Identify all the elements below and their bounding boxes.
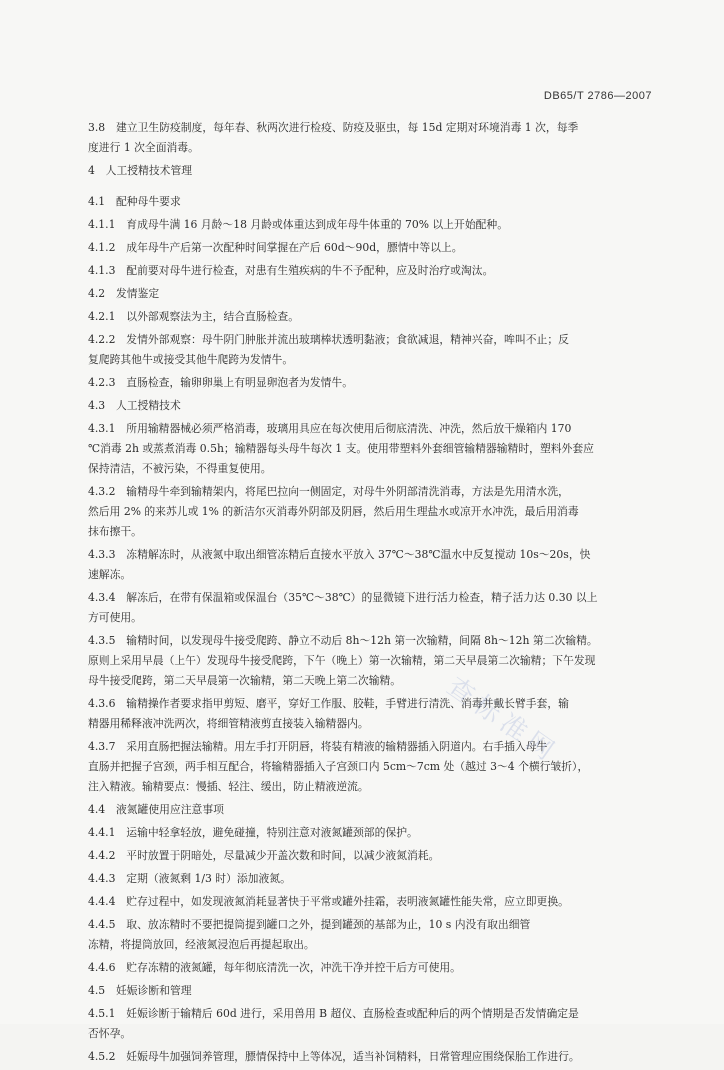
- text-line: 4.3.2 输精母牛牵到输精架内，将尾巴拉向一侧固定，对母牛外阴部清洗消毒，方法是先用清水洗，: [88, 485, 569, 498]
- clause-paragraph: [88, 238, 656, 258]
- text-line: 4.5.2 妊娠母牛加强饲养管理，膘情保持中上等体况，适当补饲精料，日常管理应围绕保胎工作进行。: [88, 1050, 580, 1063]
- text-line: 4.2.3 直肠检查，输卵卵巢上有明显卵泡者为发情牛。: [88, 376, 354, 389]
- clause-paragraph: [88, 1047, 656, 1067]
- text-line: 4.3.3 冻精解冻时，从液氮中取出细管冻精后直接水平放入 37℃～38℃温水中反复搅动 10s～20s，快: [88, 548, 591, 561]
- text-line: 4.4.6 贮存冻精的液氮罐，每年彻底清洗一次，冲洗干净并控干后方可使用。: [88, 961, 461, 974]
- clause-paragraph: [88, 737, 656, 797]
- document-body: [88, 118, 656, 1070]
- text-line: 4.1.2 成年母牛产后第一次配种时间掌握在产后 60d～90d，膘情中等以上。: [88, 241, 463, 254]
- text-line: 原则上采用早晨（上午）发现母牛接受爬跨，下午（晚上）第一次输精，第二天早晨第二次输精；下午发现: [88, 654, 596, 667]
- text-line: 4.4.5 取、放冻精时不要把提筒提到罐口之外，提到罐颈的基部为止，10 s 内没有取出细管: [88, 918, 531, 931]
- clause-paragraph: [88, 823, 656, 843]
- text-line: 冻精，将提筒放回，经液氮浸泡后再提起取出。: [88, 938, 315, 951]
- clause-paragraph: [88, 118, 656, 158]
- text-line: 4.3.1 所用输精器械必须严格消毒，玻璃用具应在每次使用后彻底清洗、冲洗，然后放干燥箱内 170: [88, 422, 572, 435]
- clause-paragraph: [88, 419, 656, 479]
- text-line: 4.3.7 采用直肠把握法输精。用左手打开阴唇，将装有精液的输精器插入阴道内。右手插入母牛: [88, 740, 548, 753]
- text-line: 4 人工授精技术管理: [88, 164, 193, 177]
- clause-paragraph: [88, 373, 656, 393]
- clause-paragraph: [88, 261, 656, 281]
- clause-paragraph: [88, 588, 656, 628]
- clause-paragraph: [88, 307, 656, 327]
- text-line: 精器用稀释液冲洗两次，将细管精液剪直接装入输精器内。: [88, 717, 369, 730]
- text-line: ℃消毒 2h 或蒸煮消毒 0.5h；输精器每头母牛每次 1 支。使用带塑料外套细管输精器输精时，塑料外套应: [88, 442, 594, 455]
- text-line: 4.4.3 定期（液氮剩 1/3 时）添加液氮。: [88, 872, 291, 885]
- text-line: 抹布擦干。: [88, 525, 142, 538]
- clause-paragraph: [88, 694, 656, 734]
- clause-paragraph: [88, 396, 656, 416]
- text-line: 4.1 配种母牛要求: [88, 195, 181, 208]
- clause-paragraph: [88, 981, 656, 1001]
- clause-paragraph: [88, 284, 656, 304]
- text-line: 然后用 2% 的来苏儿或 1% 的新洁尔灭消毒外阴部及阴唇，然后用生理盐水或凉开水冲洗，最后用消毒: [88, 505, 579, 518]
- clause-paragraph: [88, 482, 656, 542]
- watermark: 查标准网: [441, 671, 564, 770]
- text-line: 速解冻。: [88, 568, 132, 581]
- standard-code-header: DB65/T 2786—2007: [543, 90, 652, 102]
- spacer: [88, 184, 656, 192]
- text-line: 4.1.3 配前要对母牛进行检查，对患有生殖疾病的牛不予配种，应及时治疗或淘汰。: [88, 264, 494, 277]
- text-line: 4.4 液氮罐使用应注意事项: [88, 803, 224, 816]
- clause-paragraph: [88, 800, 656, 820]
- text-line: 母牛接受爬跨，第二天早晨第一次输精，第二天晚上第二次输精。: [88, 674, 402, 687]
- clause-paragraph: [88, 846, 656, 866]
- text-line: 4.2.2 发情外部观察：母牛阴门肿胀并流出玻璃棒状透明黏液；食欲减退，精神兴奋，哞叫不止；反: [88, 333, 569, 346]
- clause-paragraph: [88, 958, 656, 978]
- text-line: 4.3 人工授精技术: [88, 399, 181, 412]
- text-line: 4.2 发情鉴定: [88, 287, 160, 300]
- clause-paragraph: [88, 915, 656, 955]
- clause-paragraph: [88, 545, 656, 585]
- text-line: 4.3.5 输精时间，以发现母牛接受爬跨、静立不动后 8h～12h 第一次输精，间隔 8h～12h 第二次输精。: [88, 634, 598, 647]
- clause-paragraph: [88, 892, 656, 912]
- text-line: 4.4.4 贮存过程中，如发现液氮消耗显著快于平常或罐外挂霜，表明液氮罐性能失常，应立即更换。: [88, 895, 569, 908]
- text-line: 4.1.1 育成母牛满 16 月龄～18 月龄或体重达到成年母牛体重的 70% 以上开始配种。: [88, 218, 509, 231]
- text-line: 3.8 建立卫生防疫制度，每年春、秋两次进行检疫、防疫及驱虫，每 15d 定期对环境消毒 1 次，每季: [88, 121, 579, 134]
- text-line: 直肠并把握子宫颈，两手相互配合，将输精器插入子宫颈口内 5cm～7cm 处（越过 3～4 个横行皱折），: [88, 760, 589, 773]
- section-heading: [88, 161, 656, 181]
- clause-paragraph: [88, 869, 656, 889]
- text-line: 4.2.1 以外部观察法为主，结合直肠检查。: [88, 310, 300, 323]
- text-line: 4.5.1 妊娠诊断于输精后 60d 进行，采用兽用 B 超仪、直肠检查或配种后的两个情期是否发情确定是: [88, 1007, 579, 1020]
- text-line: 否怀孕。: [88, 1027, 132, 1040]
- text-line: 复爬跨其他牛或接受其他牛爬跨为发情牛。: [88, 353, 294, 366]
- clause-paragraph: [88, 631, 656, 691]
- text-line: 4.4.2 平时放置于阴暗处，尽量减少开盖次数和时间，以减少液氮消耗。: [88, 849, 440, 862]
- text-line: 4.3.4 解冻后，在带有保温箱或保温台（35℃～38℃）的显微镜下进行活力检查，精子活力达 0.30 以上: [88, 591, 598, 604]
- text-line: 4.3.6 输精操作者要求指甲剪短、磨平，穿好工作服、胶鞋，手臂进行清洗、消毒并戴长臂手套，输: [88, 697, 569, 710]
- text-line: 保持清洁，不被污染，不得重复使用。: [88, 462, 272, 475]
- text-line: 注入精液。输精要点：慢插、轻注、缓出，防止精液逆流。: [88, 780, 369, 793]
- text-line: 4.5 妊娠诊断和管理: [88, 984, 192, 997]
- clause-paragraph: [88, 192, 656, 212]
- text-line: 度进行 1 次全面消毒。: [88, 141, 199, 154]
- clause-paragraph: [88, 1004, 656, 1044]
- clause-paragraph: [88, 330, 656, 370]
- text-line: 4.4.1 运输中轻拿轻放，避免碰撞，特别注意对液氮罐颈部的保护。: [88, 826, 418, 839]
- text-line: 方可使用。: [88, 611, 142, 624]
- clause-paragraph: [88, 215, 656, 235]
